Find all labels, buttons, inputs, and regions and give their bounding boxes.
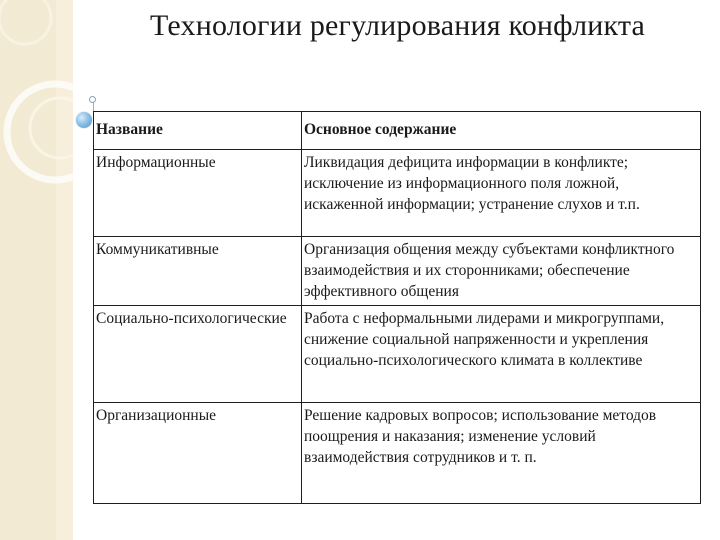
row-name-cell: Организационные bbox=[94, 403, 302, 504]
sidebar-circles-decoration bbox=[0, 0, 73, 540]
row-content-cell: Решение кадровых вопросов; использование методов поощрения и наказания; изменение условий взаимодействия сотрудников и т. п. bbox=[302, 403, 701, 504]
table-header-row bbox=[94, 112, 701, 150]
table-row bbox=[94, 306, 701, 403]
table-row bbox=[94, 403, 701, 504]
bullet-icon bbox=[76, 112, 92, 128]
table-row bbox=[94, 237, 701, 306]
header-name: Название bbox=[94, 112, 302, 150]
row-content-cell: Организация общения между субъектами конфликтного взаимодействия и их сторонниками; обеспечение эффективного общения bbox=[302, 237, 701, 306]
slide-title: Технологии регулирования конфликта bbox=[150, 9, 646, 42]
row-content-cell: Работа с неформальными лидерами и микрогруппами, снижение социальной напряженности и укрепления социально-психологического климата в коллективе bbox=[302, 306, 701, 403]
bullet-knob bbox=[89, 96, 96, 103]
decorative-sidebar bbox=[0, 0, 73, 540]
row-content-cell: Ликвидация дефицита информации в конфликте; исключение из информационного поля ложной, искаженной информации; устранение слухов и т.п. bbox=[302, 150, 701, 237]
row-name-cell: Коммуникативные bbox=[94, 237, 302, 306]
technologies-table bbox=[93, 111, 701, 504]
row-name-cell: Социально-психологические bbox=[94, 306, 302, 403]
header-content: Основное содержание bbox=[302, 112, 701, 150]
row-name-cell: Информационные bbox=[94, 150, 302, 237]
table-row bbox=[94, 150, 701, 237]
